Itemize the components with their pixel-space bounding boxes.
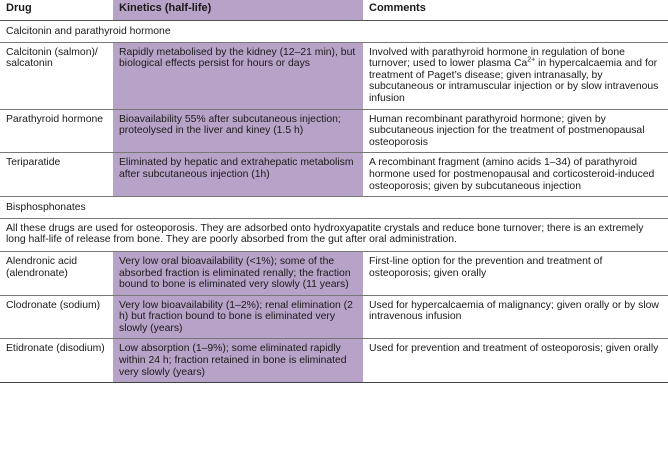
header-comments: Comments: [363, 0, 668, 21]
drug-cell: Etidronate (disodium): [0, 339, 113, 383]
table-row: [0, 109, 668, 153]
comments-cell: Used for prevention and treatment of osteoporosis; given orally: [363, 339, 668, 383]
comments-cell: [363, 42, 668, 109]
header-kinetics: Kinetics (half-life): [113, 0, 363, 21]
drug-cell: Parathyroid hormone: [0, 109, 113, 153]
comments-cell: Human recombinant parathyroid hormone; given by subcutaneous injection for the treatment of postmenopausal osteoporosis: [363, 109, 668, 153]
section-note: All these drugs are used for osteoporosis. They are adsorbed onto hydroxyapatite crystals and reduce bone turnover; there is an extremely long half-life of release from bone. They are poorly absorbed from the gut after oral administration.: [0, 218, 668, 251]
table-row: [0, 339, 668, 383]
table-row: [0, 42, 668, 109]
drug-cell: Calcitonin (salmon)/ salcatonin: [0, 42, 113, 109]
charge-superscript: 2+: [527, 56, 536, 64]
table-row: [0, 153, 668, 197]
section-title: Bisphosphonates: [0, 197, 668, 219]
table-header-row: [0, 0, 668, 21]
comments-text: Involved with parathyroid hormone in regulation of bone turnover; used to lower plasma Ca: [369, 46, 625, 70]
kinetics-cell: Very low oral bioavailability (<1%); some of the absorbed fraction is eliminated renally; the fraction bound to bone is eliminated very slowly (11 years): [113, 251, 363, 295]
section-heading-row: [0, 21, 668, 43]
section-note-row: [0, 218, 668, 251]
section-title: Calcitonin and parathyroid hormone: [0, 21, 668, 43]
drug-cell: Alendronic acid (alendronate): [0, 251, 113, 295]
drug-cell: Teriparatide: [0, 153, 113, 197]
section-heading-row: [0, 197, 668, 219]
kinetics-cell: Low absorption (1–9%); some eliminated rapidly within 24 h; fraction retained in bone is eliminated very slowly (years): [113, 339, 363, 383]
table-row: [0, 251, 668, 295]
comments-text: in hypercalcaemia and for treatment of Paget’s disease; given intranasally, by subcutaneous or intramuscular injection or by slow intravenous infusion: [369, 58, 659, 104]
table-row: [0, 295, 668, 339]
header-drug: Drug: [0, 0, 113, 21]
kinetics-cell: Rapidly metabolised by the kidney (12–21 min), but biological effects persist for hours or days: [113, 42, 363, 109]
comments-cell: Used for hypercalcaemia of malignancy; given orally or by slow intravenous infusion: [363, 295, 668, 339]
drug-cell: Clodronate (sodium): [0, 295, 113, 339]
comments-cell: A recombinant fragment (amino acids 1–34) of parathyroid hormone used for postmenopausal and corticosteroid-induced osteoporosis; given by subcutaneous injection: [363, 153, 668, 197]
kinetics-cell: Bioavailability 55% after subcutaneous injection; proteolysed in the liver and kiney (1.5 h): [113, 109, 363, 153]
kinetics-cell: Eliminated by hepatic and extrahepatic metabolism after subcutaneous injection (1h): [113, 153, 363, 197]
kinetics-cell: Very low bioavailability (1–2%); renal elimination (2 h) but fraction bound to bone is eliminated very slowly (years): [113, 295, 363, 339]
comments-cell: First-line option for the prevention and treatment of osteoporosis; given orally: [363, 251, 668, 295]
